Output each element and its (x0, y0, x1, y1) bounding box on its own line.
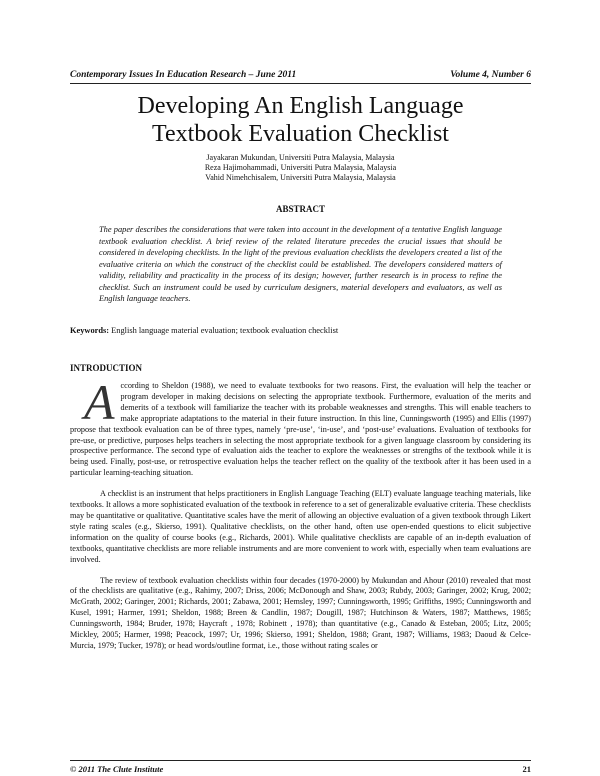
page-number: 21 (522, 764, 531, 774)
abstract-text: The paper describes the considerations that were taken into account in the development of a tentative English language textbook evaluation checklist. A brief review of the related literature precedes the crucial issues that should be considered in developing checklists. In the light of the previous evaluation checklists the developers created a list of the evaluative criteria on which the construct of the checklist could be established. The developers considered matters of validity, reliability and practicality in the process of its design; however, further research is in process to refine the checklist. Such an instrument could be used by curriculum designers, material developers and evaluators, as well as English language teachers. (99, 225, 502, 303)
header-rule (70, 83, 531, 84)
publisher-credit: © 2011 The Clute Institute (70, 764, 164, 774)
keywords-text: English language material evaluation; textbook evaluation checklist (111, 326, 339, 335)
abstract-heading: ABSTRACT (275, 204, 325, 214)
author-2: Reza Hajimohammadi, Universiti Putra Malaysia, Malaysia (204, 163, 397, 172)
paragraph-2: A checklist is an instrument that helps practitioners in English Language Teaching (ELT) evaluate language teaching materials, like textbooks. It allows a more sophisticated evaluation of the textbook in reference to a set of generalizable evaluative criteria. These checklists may be quantitative or qualitative. Quantitative scales have the merit of allowing an objective evaluation of a given textbook through Likert style rating scales (e.g., Skierso, 1991). Qualitative checklists, on the other hand, often use open-ended questions to elicit subjective information on the quality of course books (e.g., Richards, 2001). While qualitative checklists are capable of an in-depth evaluation of textbooks, quantitative checklists are more reliable instruments and are more convenient to work with, especially when team evaluations are involved. (70, 489, 531, 564)
footer-rule (70, 760, 531, 761)
introduction-heading: INTRODUCTION (70, 363, 143, 373)
paper-title (70, 92, 531, 148)
journal-title: Contemporary Issues In Education Research – June 2011 (70, 70, 297, 80)
volume-number: Volume 4, Number 6 (450, 70, 531, 80)
title-line-1: Developing An English Language (137, 93, 464, 119)
keywords-label: Keywords: (70, 326, 110, 335)
page-footer (70, 764, 531, 774)
paragraph-1-text: ccording to Sheldon (1988), we need to evaluate textbooks for two reasons. First, the evaluation will help the teacher or program developer in making decisions on selecting the appropriate textbook. Furthermore, evaluation of the merits and demerits of a textbook will familiarize the teacher with its probable weaknesses and strengths. This will enable teachers to make appropriate adaptations to the material in their future instruction. In this line, Cunningsworth (1995) and Ellis (1997) propose that textbook evaluation can be of three types, namely ‘pre-use’, ‘in-use’, and ‘post-use’ evaluations. Evaluation of textbooks for pre-use, or predictive, purposes helps teachers in selecting the most appropriate textbook for a given language classroom by considering its prospective performance. The second type of evaluation aids the teacher to explore the weaknesses or strengths of the textbook while it is being used. Finally, post-use, or retrospective evaluation helps the teacher reflect on the quality of the textbook after it has been used in a particular learning-teaching situation. (70, 381, 531, 478)
paragraph-1 (70, 374, 531, 479)
author-1: Jayakaran Mukundan, Universiti Putra Malaysia, Malaysia (206, 153, 395, 162)
keywords (70, 326, 531, 335)
drop-cap: A (84, 374, 115, 430)
author-list (70, 153, 531, 183)
title-line-2: Textbook Evaluation Checklist (152, 121, 449, 147)
author-3: Vahid Nimehchisalem, Universiti Putra Malaysia, Malaysia (205, 173, 396, 182)
running-head (70, 70, 531, 80)
paragraph-3: The review of textbook evaluation checklists within four decades (1970-2000) by Mukundan and Ahour (2010) revealed that most of the checklists are qualitative (e.g., Rahimy, 2007; Driss, 2006; McDonough and Shaw, 2003; Rubdy, 2003; Garinger, 2002; Krug, 2002; McGrath, 2002; Garinger, 2001; Richards, 2001; Zabawa, 2001; Hemsley, 1997; Cunningsworth, 1995; Griffiths, 1995; Cunningsworth and Kusel, 1991; Harmer, 1991; Sheldon, 1988; Breen & Candlin, 1987; Dougill, 1987; Hutchinson & Waters, 1987; Matthews, 1985; Cunningsworth, 1984; Bruder, 1978; Haycraft , 1978; Robinett , 1978); than quantitative (e.g., Canado & Esteban, 2005; Litz, 2005; Mickley, 2005; Harmer, 1998; Peacock, 1997; Ur, 1996; Skierso, 1991; Sheldon, 1988; Grant, 1987; Williams, 1983; Daoud & Celce-Murcia, 1979; Tucker, 1978); or head words/outline format, i.e., those without rating scales or (70, 575, 531, 650)
introduction-body (70, 374, 531, 662)
